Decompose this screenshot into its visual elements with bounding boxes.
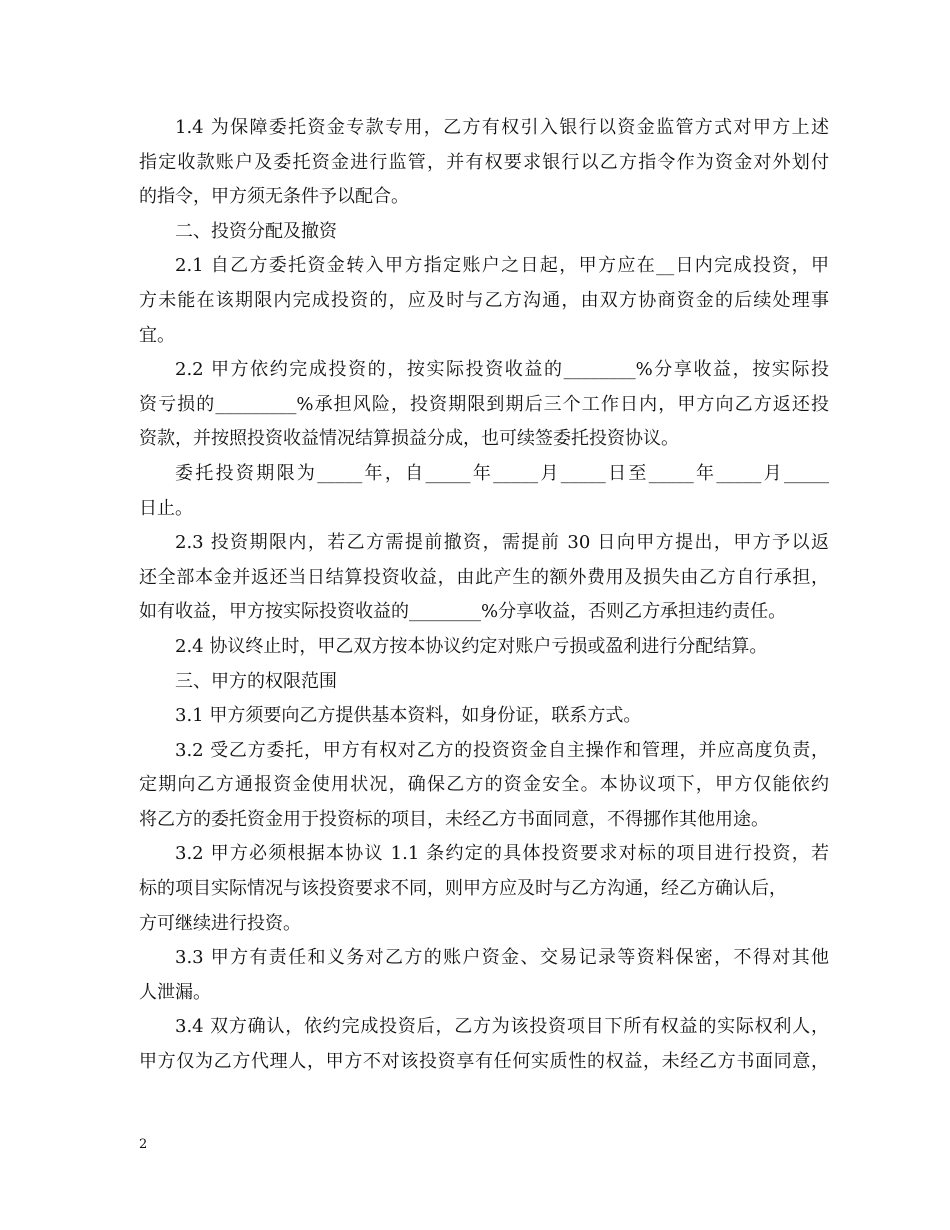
paragraph-2-1-line-3: 宜。: [139, 324, 175, 346]
paragraph-3-2b-line-3: 方可继续进行投资。: [139, 912, 301, 934]
paragraph-1-4-line-2: 指定收款账户及委托资金进行监管，并有权要求银行以乙方指令作为资金对外划付: [139, 151, 829, 173]
paragraph-2-4: 2.4 协议终止时，甲乙双方按本协议约定对账户亏损或盈利进行分配结算。: [175, 635, 768, 657]
section-heading-party-a-authority: 三、甲方的权限范围: [175, 670, 337, 692]
paragraph-3-4-line-2: 甲方仅为乙方代理人，甲方不对该投资享有任何实质性的权益，未经乙方书面同意，: [139, 1051, 829, 1073]
paragraph-3-2a-line-1: 3.2 受乙方委托，甲方有权对乙方的投资资金自主操作和管理，并应高度负责，: [175, 739, 829, 761]
paragraph-2-2-line-2: 资亏损的_________%承担风险，投资期限到期后三个工作日内，甲方向乙方返还投: [139, 393, 829, 415]
paragraph-2-2-line-1: 2.2 甲方依约完成投资的，按实际投资收益的________%分享收益，按实际投: [175, 359, 829, 381]
paragraph-3-2a-line-3: 将乙方的委托资金用于投资标的项目，未经乙方书面同意，不得挪作其他用途。: [139, 808, 769, 830]
paragraph-3-1: 3.1 甲方须要向乙方提供基本资料，如身份证，联系方式。: [175, 705, 642, 727]
paragraph-2-1-line-1: 2.1 自乙方委托资金转入甲方指定账户之日起，甲方应在__日内完成投资，甲: [175, 255, 829, 277]
term-period-line-1: 委托投资期限为_____年，自_____年_____月_____日至_____年_____月_____: [175, 462, 829, 484]
document-body: [139, 111, 829, 1080]
paragraph-2-3-line-3: 如有收益，甲方按实际投资收益的________%分享收益，否则乙方承担违约责任。: [139, 601, 787, 623]
paragraph-1-4-line-3: 的指令，甲方须无条件予以配合。: [139, 186, 409, 208]
paragraph-3-3-line-2: 人泄漏。: [139, 981, 211, 1003]
paragraph-2-3-line-2: 还全部本金并返还当日结算投资收益，由此产生的额外费用及损失由乙方自行承担，: [139, 566, 829, 588]
paragraph-2-3-line-1: 2.3 投资期限内，若乙方需提前撤资，需提前 30 日向甲方提出，甲方予以返: [175, 532, 829, 554]
page-number: 2: [139, 1137, 148, 1152]
paragraph-3-4-line-1: 3.4 双方确认，依约完成投资后，乙方为该投资项目下所有权益的实际权利人，: [175, 1016, 829, 1038]
section-heading-investment-distribution: 二、投资分配及撤资: [175, 220, 337, 242]
term-period-line-2: 日止。: [139, 497, 193, 519]
paragraph-3-2b-line-2: 标的项目实际情况与该投资要求不同，则甲方应及时与乙方沟通，经乙方确认后，: [139, 878, 787, 900]
paragraph-3-3-line-1: 3.3 甲方有责任和义务对乙方的账户资金、交易记录等资料保密，不得对其他: [175, 947, 829, 969]
paragraph-2-2-line-3: 资款，并按照投资收益情况结算损益分成，也可续签委托投资协议。: [139, 428, 679, 450]
paragraph-1-4-line-1: 1.4 为保障委托资金专款专用，乙方有权引入银行以资金监管方式对甲方上述: [175, 117, 829, 138]
paragraph-3-2b-line-1: 3.2 甲方必须根据本协议 1.1 条约定的具体投资要求对标的项目进行投资，若: [175, 843, 829, 865]
paragraph-3-2a-line-2: 定期向乙方通报资金使用状况，确保乙方的资金安全。本协议项下，甲方仅能依约: [139, 774, 829, 796]
paragraph-2-1-line-2: 方未能在该期限内完成投资的，应及时与乙方沟通，由双方协商资金的后续处理事: [139, 289, 829, 311]
